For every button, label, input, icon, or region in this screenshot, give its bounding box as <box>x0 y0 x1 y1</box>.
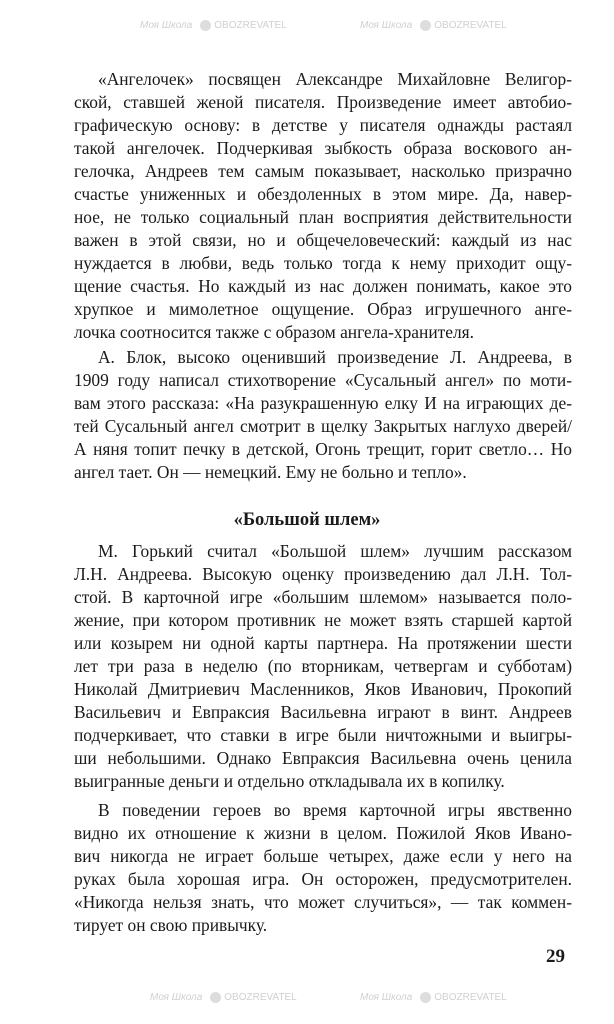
watermark-logo-icon <box>420 992 431 1003</box>
text-line: счастье униженных и обездоленных в этом мире. Да, навер- <box>74 184 572 204</box>
text-line: щение счастья. Но каждый из нас должен понимать, какое это <box>74 276 572 296</box>
paragraph-behavior <box>74 799 572 937</box>
watermark <box>140 20 287 32</box>
text-line: «Никогда нельзя знать, что может случиться», — так коммен- <box>74 892 572 912</box>
text-line: стой. В карточной игре «большим шлемом» называется поло- <box>74 587 572 607</box>
text-line: Васильевич и Евпраксия Васильевна играют в винт. Андреев <box>74 702 572 722</box>
text-line: важен в этой связи, но и общечеловеческий: каждый из нас <box>74 230 572 250</box>
text-line: «Ангелочек» посвящен Александре Михайловне Велигор- <box>98 69 572 89</box>
watermark-brand: OBOZREVATEL <box>224 992 297 1004</box>
text-line: 1909 году написал стихотворение «Сусальный ангел» по моти- <box>74 370 572 390</box>
paragraph-angelochek <box>74 68 572 344</box>
paragraph-blok <box>74 346 572 484</box>
watermark <box>150 992 297 1004</box>
watermark <box>360 992 507 1004</box>
text-line: хрупкое и мимолетное ощущение. Образ игрушечного анге- <box>74 299 572 319</box>
watermark-brand: OBOZREVATEL <box>434 20 507 32</box>
text-line: ангел тает. Он — немецкий. Ему не больно и тепло». <box>74 462 467 482</box>
watermark-brand: OBOZREVATEL <box>434 992 507 1004</box>
text-line: видно их отношение к жизни в целом. Пожилой Яков Ивано- <box>74 823 572 843</box>
text-line: тирует он свою привычку. <box>74 915 268 935</box>
text-line: руках была хорошая игра. Он осторожен, предусмотрителен. <box>74 869 572 889</box>
watermark <box>360 20 507 32</box>
text-line: ши небольшими. Однако Евпраксия Васильевна очень ценила <box>74 748 572 768</box>
watermark-logo-icon <box>210 992 221 1003</box>
watermark-school: Моя Школа <box>140 20 193 32</box>
text-line: А няня топит печку в детской, Огонь трещит, горит светло… Но <box>74 439 572 459</box>
text-line: подчеркивает, что ставки в игре были ничтожными и выигры- <box>74 725 572 745</box>
text-line: Николай Дмитриевич Масленников, Яков Иванович, Прокопий <box>74 679 572 699</box>
text-line: А. Блок, высоко оценивший произведение Л. Андреева, в <box>98 347 572 367</box>
section-heading: «Большой шлем» <box>233 510 381 530</box>
text-line: ской, ставшей женой писателя. Произведение имеет автобио- <box>74 92 572 112</box>
text-line: жение, при котором противник не может взять старшей картой <box>74 610 572 630</box>
text-line: графическую основу: в детстве у писателя однажды растаял <box>74 115 572 135</box>
page-number: 29 <box>546 946 565 967</box>
text-line: вам этого рассказа: «На разукрашенную елку И на играющих де- <box>74 393 572 413</box>
text-line: вич никогда не играет больше четырех, даже если у него на <box>74 846 572 866</box>
text-line: выигранные деньги и отдельно откладывала их в копилку. <box>74 771 505 791</box>
watermark-brand: OBOZREVATEL <box>214 20 287 32</box>
text-line: нуждается в любви, ведь только тогда к нему приходит ощу- <box>74 253 572 273</box>
watermark-logo-icon <box>420 20 431 31</box>
text-line: лет три раза в неделю (по вторникам, четвергам и субботам) <box>74 656 572 676</box>
watermark-logo-icon <box>200 20 211 31</box>
paragraph-gorky <box>74 540 572 793</box>
text-line: или козырем ни одной карты партнера. На протяжении шести <box>74 633 572 653</box>
watermark-school: Моя Школа <box>150 992 203 1004</box>
text-line: Л.Н. Андреева. Высокую оценку произведению дал Л.Н. Тол- <box>74 564 572 584</box>
text-line: В поведении героев во время карточной игры явственно <box>98 800 572 820</box>
text-line: тей Сусальный ангел смотрит в щелку Закрытых наглухо дверей/ <box>74 416 572 436</box>
text-line: М. Горький считал «Большой шлем» лучшим рассказом <box>98 541 572 561</box>
watermark-school: Моя Школа <box>360 20 413 32</box>
text-line: такой ангелочек. Подчеркивая зыбкость образа воскового ан- <box>74 138 572 158</box>
text-line: гелочка, Андреев тем самым показывает, насколько призрачно <box>74 161 572 181</box>
text-line: лочка соотносится также с образом ангела-хранителя. <box>74 322 474 342</box>
watermark-school: Моя Школа <box>360 992 413 1004</box>
text-line: ное, не только социальный план восприятия действительности <box>74 207 572 227</box>
